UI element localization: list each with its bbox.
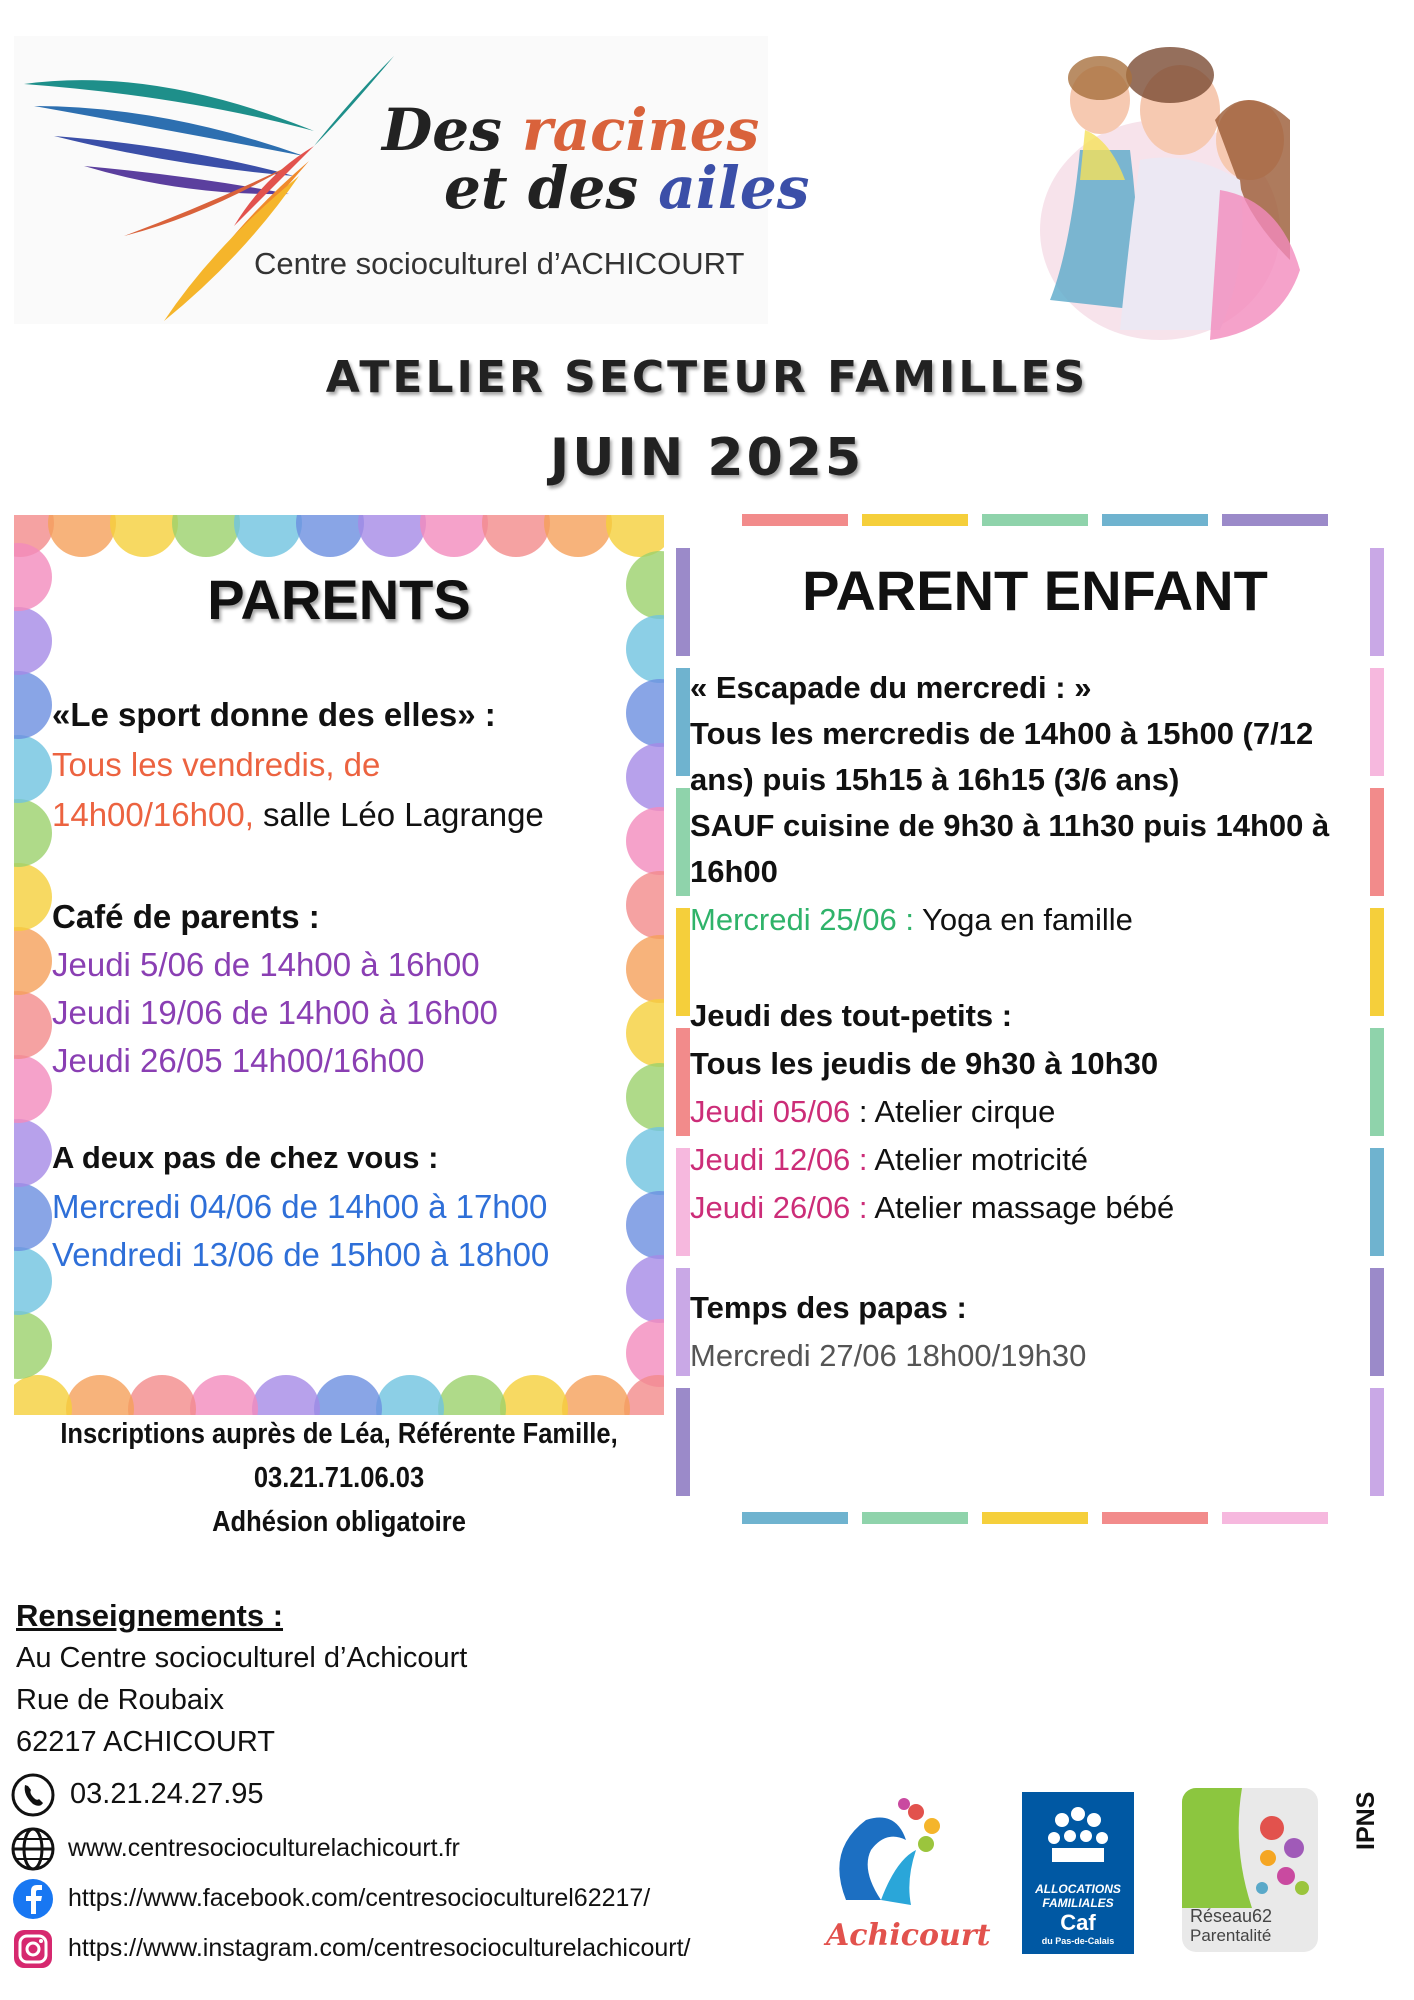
decorative-dot [14, 1247, 52, 1315]
website-link[interactable]: www.centresocioculturelachicourt.fr [68, 1834, 460, 1862]
decorative-dot [66, 1375, 134, 1415]
decorative-dot [14, 671, 52, 739]
achicourt-logo [786, 1790, 991, 1960]
decorative-dot [14, 1119, 52, 1187]
page-month: JUIN 2025 [549, 428, 865, 488]
decorative-dot [626, 807, 664, 875]
decorative-dot [544, 515, 612, 557]
reseau-line1: Réseau62 [1190, 1906, 1273, 1926]
escapade-line: 16h00 [690, 854, 778, 889]
decorative-dot [14, 927, 52, 995]
decorative-dot [420, 515, 488, 557]
phone-number: 03.21.24.27.95 [70, 1778, 264, 1810]
caf-line2: FAMILIALES [1042, 1896, 1114, 1910]
decorative-dot [482, 515, 550, 557]
decorative-dot [190, 1375, 258, 1415]
inscription-line: Inscriptions auprès de Léa, Référente Famille, [60, 1418, 618, 1450]
escapade-line: Tous les mercredis de 14h00 à 15h00 (7/12 [690, 716, 1314, 751]
yoga-event: Mercredi 25/06 : Yoga en famille [690, 902, 1133, 937]
decorative-dot [376, 1375, 444, 1415]
decorative-dot [14, 1311, 52, 1379]
adeux-date: Mercredi 04/06 de 14h00 à 17h00 [52, 1188, 548, 1225]
petits-event: Jeudi 05/06 : Atelier cirque [690, 1094, 1056, 1129]
sport-schedule-line2: 14h00/16h00, salle Léo Lagrange [52, 796, 544, 833]
decorative-dot [14, 1183, 52, 1251]
sport-title: «Le sport donne des elles» : [52, 696, 496, 733]
renseignements-title: Renseignements : [16, 1598, 284, 1633]
decorative-dot [626, 679, 664, 747]
papas-date: Mercredi 27/06 18h00/19h30 [690, 1338, 1087, 1373]
ipns-mention: IPNS [1352, 1791, 1380, 1850]
adeux-date: Vendredi 13/06 de 15h00 à 18h00 [52, 1236, 550, 1273]
caf-line1: ALLOCATIONS [1035, 1882, 1121, 1896]
decorative-dot [296, 515, 364, 557]
decorative-dot [14, 863, 52, 931]
petits-event: Jeudi 26/06 : Atelier massage bébé [690, 1190, 1175, 1225]
petits-title: Jeudi des tout-petits : [690, 998, 1013, 1033]
decorative-dot [626, 1063, 664, 1131]
decorative-dot [606, 515, 664, 557]
logo-subtitle: Centre socioculturel d’ACHICOURT [254, 246, 745, 281]
parent-enfant-title: PARENT ENFANT [802, 559, 1268, 622]
petits-event: Jeudi 12/06 : Atelier motricité [690, 1142, 1089, 1177]
inscription-phone: 03.21.71.06.03 [253, 1462, 425, 1494]
decorative-dot [626, 1191, 664, 1259]
inscription-note: Adhésion obligatoire [212, 1506, 466, 1538]
decorative-dot [252, 1375, 320, 1415]
sport-schedule-line1: Tous les vendredis, de [52, 746, 381, 783]
cafe-date: Jeudi 5/06 de 14h00 à 16h00 [52, 946, 480, 983]
instagram-icon [10, 1926, 56, 1972]
decorative-dot [14, 799, 52, 867]
decorative-dot [48, 515, 116, 557]
decorative-dot [626, 999, 664, 1067]
decorative-dot [14, 991, 52, 1059]
decorative-dot [500, 1375, 568, 1415]
parents-title: PARENTS [207, 568, 471, 631]
caf-name: Caf [1060, 1910, 1096, 1935]
decorative-dot [128, 1375, 196, 1415]
papas-title: Temps des papas : [690, 1290, 967, 1325]
cafe-title: Café de parents : [52, 898, 320, 935]
escapade-line: ans) puis 15h15 à 16h15 (3/6 ans) [690, 762, 1180, 797]
decorative-dot [562, 1375, 630, 1415]
decorative-dot [110, 515, 178, 557]
facebook-link[interactable]: https://www.facebook.com/centresocioculturel62217/ [68, 1884, 651, 1912]
reseau-line2: Parentalité [1190, 1926, 1272, 1945]
caf-region: du Pas-de-Calais [1041, 1936, 1115, 1946]
decorative-dot [626, 871, 664, 939]
decorative-dot [626, 743, 664, 811]
address-line: Au Centre socioculturel d’Achicourt [16, 1642, 468, 1674]
escapade-title: « Escapade du mercredi : » [690, 670, 1092, 705]
adeux-title: A deux pas de chez vous : [52, 1140, 439, 1175]
address-line: 62217 ACHICOURT [16, 1726, 275, 1758]
decorative-dot [172, 515, 240, 557]
globe-icon [10, 1826, 56, 1872]
decorative-dot [234, 515, 302, 557]
decorative-dot [626, 1127, 664, 1195]
organization-logo [14, 36, 810, 324]
decorative-dot [626, 935, 664, 1003]
escapade-line: SAUF cuisine de 9h30 à 11h30 puis 14h00 à [690, 808, 1330, 843]
decorative-dot [14, 735, 52, 803]
decorative-dot [14, 1055, 52, 1123]
decorative-dot [438, 1375, 506, 1415]
facebook-icon [10, 1876, 56, 1922]
cafe-date: Jeudi 19/06 de 14h00 à 16h00 [52, 994, 498, 1031]
decorative-dot [14, 1375, 72, 1415]
reseau-parentalite-logo [1182, 1788, 1318, 1952]
petits-schedule: Tous les jeudis de 9h30 à 10h30 [690, 1046, 1159, 1081]
instagram-link[interactable]: https://www.instagram.com/centresocioculturelachicourt/ [68, 1934, 691, 1962]
decorative-dot [314, 1375, 382, 1415]
decorative-dot [358, 515, 426, 557]
family-illustration [990, 30, 1320, 350]
phone-icon [10, 1772, 56, 1818]
caf-logo [1022, 1792, 1134, 1954]
logo-line-2: et des ailes [444, 154, 810, 222]
page-title: ATELIER SECTEUR FAMILLES [325, 352, 1089, 403]
decorative-dot [626, 1255, 664, 1323]
cafe-date: Jeudi 26/05 14h00/16h00 [52, 1042, 425, 1079]
address-line: Rue de Roubaix [16, 1684, 224, 1716]
achicourt-label: Achicourt [826, 1918, 991, 1953]
logo-line-1: Des racines [382, 96, 760, 164]
